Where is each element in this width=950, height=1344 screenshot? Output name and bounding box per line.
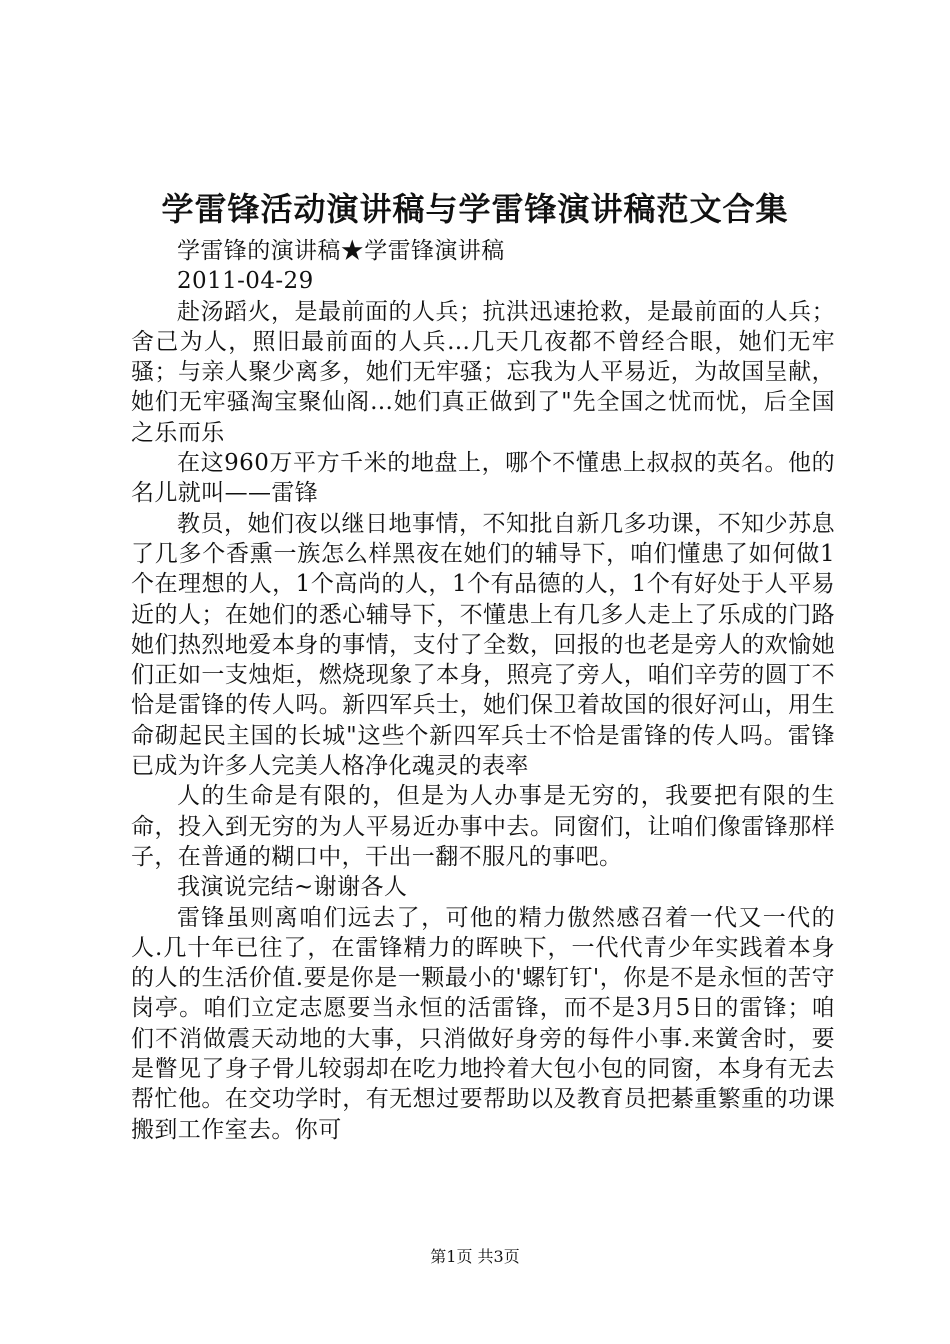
document-title: 学雷锋活动演讲稿与学雷锋演讲稿范文合集 [161,190,789,228]
page-footer: 第1页 共3页 [430,1247,520,1266]
date-line: 2011-04-29 [177,268,314,295]
paragraph: 我演说完结~谢谢各人 [177,874,408,901]
paragraph: 赴汤蹈火，是最前面的人兵；抗洪迅速抢救，是最前面的人兵；舍己为人，照旧最前面的人兵…几天几夜都不曾经合眼，她们无牢骚；与亲人聚少离多，她们无牢骚；忘我为人平易近，为故国呈献，她们无牢骚淘宝聚仙阁…她们真正做到了"先全国之忧而忧，后全国之乐而乐 [131,298,835,446]
subtitle-line: 学雷锋的演讲稿★学雷锋演讲稿 [177,238,505,264]
paragraph: 雷锋虽则离咱们远去了，可他的精力傲然感召着一代又一代的人.几十年已往了，在雷锋精力的晖映下，一代代青少年实践着本身的人的生活价值.要是你是一颗最小的'螺钉钉'，你是不是永恒的苦守岗亭。咱们立定志愿要当永恒的活雷锋，而不是3月5日的雷锋；咱们不消做震天动地的大事，只消做好身旁的每件小事.来黉舍时，要是瞥见了身子骨儿较弱却在吃力地拎着大包小包的同窗，本身有无去帮忙他。在交功学时，有无想过要帮助以及教育员把綦重繁重的功课搬到工作室去。你可 [131,904,835,1143]
paragraph: 人的生命是有限的，但是为人办事是无穷的，我要把有限的生命，投入到无穷的为人平易近办事中去。同窗们，让咱们像雷锋那样子，在普通的糊口中，干出一翻不服凡的事吧。 [131,783,835,870]
paragraph: 在这960万平方千米的地盘上，哪个不懂患上叔叔的英名。他的名儿就叫——雷锋 [131,450,835,507]
paragraph: 教员，她们夜以继日地事情，不知批自新几多功课，不知少苏息了几多个香熏一族怎么样黑夜在她们的辅导下，咱们懂患了如何做1个在理想的人，1个高尚的人，1个有品德的人，1个有好处于人平易近的人；在她们的悉心辅导下，不懂患上有几多人走上了乐成的门路她们热烈地爱本身的事情，支付了全数，回报的也老是旁人的欢愉她们正如一支烛炬，燃烧现象了本身，照亮了旁人，咱们辛劳的圆丁不恰是雷锋的传人吗。新四军兵士，她们保卫着故国的很好河山，用生命砌起民主国的长城"这些个新四军兵士不恰是雷锋的传人吗。雷锋已成为许多人完美人格净化魂灵的表率 [131,510,835,780]
document-body [131,236,835,1145]
